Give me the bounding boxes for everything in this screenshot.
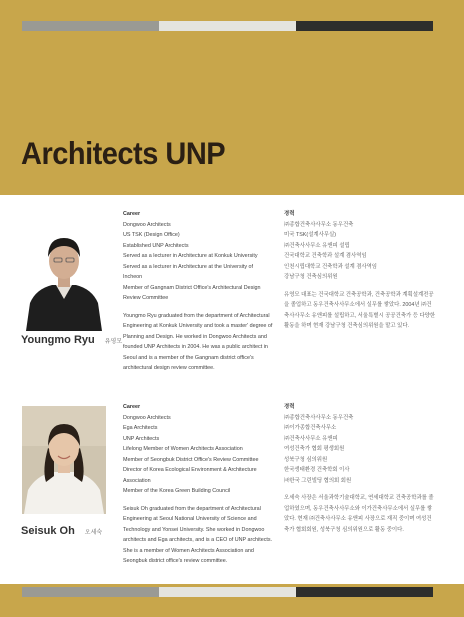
- career-item-ko: 인천시립대학교 건축학과 설계 겸사역임: [284, 263, 378, 270]
- career-item: Served as a lecturer in Architecture at the University of Incheon: [123, 263, 254, 281]
- portrait-photo: [22, 223, 106, 331]
- career-heading: Career: [123, 211, 141, 217]
- person-name: [21, 334, 122, 346]
- name-ko: 유영모: [104, 339, 123, 345]
- career-item: Dongwoo Architects: [123, 221, 171, 228]
- career-item-ko: ㈜건축사사무소 유앤피 설립: [284, 242, 350, 249]
- bio-paragraph-ko: 오세숙 사장은 서울과학기술대학교, 연세대학교 건축공학과를 졸업하였으며, 동우건축사사무소와 이가건축사무소에서 실무를 쌓았다. 현재 ㈜건축사사무소 유앤피 사장으로 재직 중이며 여성건축가 협회회원, 성북구청 심의위원으로 활동 중이다.: [284, 495, 434, 533]
- career-heading-ko: 경력: [284, 404, 295, 410]
- stripe-gray: [22, 587, 159, 597]
- name-en: Youngmo Ryu: [21, 334, 95, 346]
- career-item-ko: 강남구청 건축심의위원: [284, 274, 338, 281]
- career-item: Director of Korea Ecological Environment & Architecture Association: [123, 467, 257, 484]
- career-item: Member of Seongbuk District Office's Review Committee: [123, 456, 259, 463]
- top-stripe-bar: [22, 21, 433, 31]
- name-en: Seisuk Oh: [21, 525, 75, 537]
- career-korean-2: [284, 402, 436, 535]
- stripe-dark: [296, 587, 433, 597]
- stripe-gray: [22, 21, 159, 31]
- page-title: Architects UNP: [21, 137, 226, 172]
- stripe-dark: [296, 21, 433, 31]
- career-heading-ko: 경력: [284, 211, 295, 217]
- career-heading: Career: [123, 404, 141, 410]
- career-item-ko: 성북구청 심의위원: [284, 456, 328, 463]
- name-ko: 오세숙: [84, 530, 103, 536]
- portrait-photo: [22, 406, 106, 514]
- career-korean-1: [284, 209, 436, 332]
- career-item: Dongwoo Architects: [123, 414, 171, 421]
- career-item-ko: ㈜이가종합건축사무소: [284, 425, 337, 432]
- bio-paragraph: Seisuk Oh graduated from the department of Architectural Engineering at Seoul National University of Science and Technology and Yonsei University. She worked in Dongwoo architects and Ega architects, and is a CEO of UNP architects. She is a member of Women Architects Association and Seongbuk district office's review committee.: [123, 505, 273, 565]
- career-item-ko: 한국생태환경 건축학회 이사: [284, 467, 350, 474]
- career-item-ko: ㈜건축사사무소 유앤피: [284, 435, 338, 442]
- career-item: Lifelong Member of Women Architects Association: [123, 446, 243, 453]
- career-english-1: [123, 209, 273, 374]
- career-item: Member of Gangnam District Office's Architectural Design Review Committee: [123, 284, 261, 302]
- bio-paragraph-ko: 유영모 대표는 건국대학교 건축공학과, 건축공학과 계획설계전공을 졸업하고 동우건축사사무소에서 실무를 쌓았다. 2004년 ㈜건축사사무소 유앤피를 설립하고, 서울특별시 공공건축가 등 다양한 활동을 하며 현재 강남구청 건축심의위원을 맡고 있다.: [284, 291, 436, 330]
- career-item-ko: 여성건축가 협회 평생회원: [284, 446, 345, 453]
- career-english-2: [123, 402, 273, 567]
- career-item: Established UNP Architects: [123, 242, 189, 249]
- person-name: [21, 525, 102, 537]
- career-item: UNP Architects: [123, 435, 160, 442]
- career-item: Ega Architects: [123, 425, 158, 432]
- career-item: Served as a lecturer in Architecture at Konkuk University: [123, 253, 258, 260]
- career-item: US TSK (Design Office): [123, 232, 180, 239]
- stripe-light: [159, 587, 296, 597]
- career-item-ko: ㈜종합건축사사무소 동우건축: [284, 414, 354, 421]
- career-item-ko: 건국대학교 건축학과 설계 겸사역임: [284, 253, 367, 260]
- career-item-ko: 미국 TSK(설계사무실): [284, 232, 337, 239]
- bottom-stripe-bar: [22, 587, 433, 597]
- stripe-light: [159, 21, 296, 31]
- career-item-ko: ㈔한국 그린빌딩 협의회 회원: [284, 477, 352, 484]
- career-item-ko: ㈜종합건축사사무소 동우건축: [284, 221, 354, 228]
- bio-paragraph: Youngmo Ryu graduated from the department of Architectural Engineering at Konkuk University and took a master' degree of Planning and Design. He worked in Dongwoo Architects and founded UNP Architects in 2004. He was a public architect in Seoul and is a member of the Gangnam district office's architectural design review committee.: [123, 312, 273, 372]
- career-item: Member of the Korea Green Building Council: [123, 488, 231, 495]
